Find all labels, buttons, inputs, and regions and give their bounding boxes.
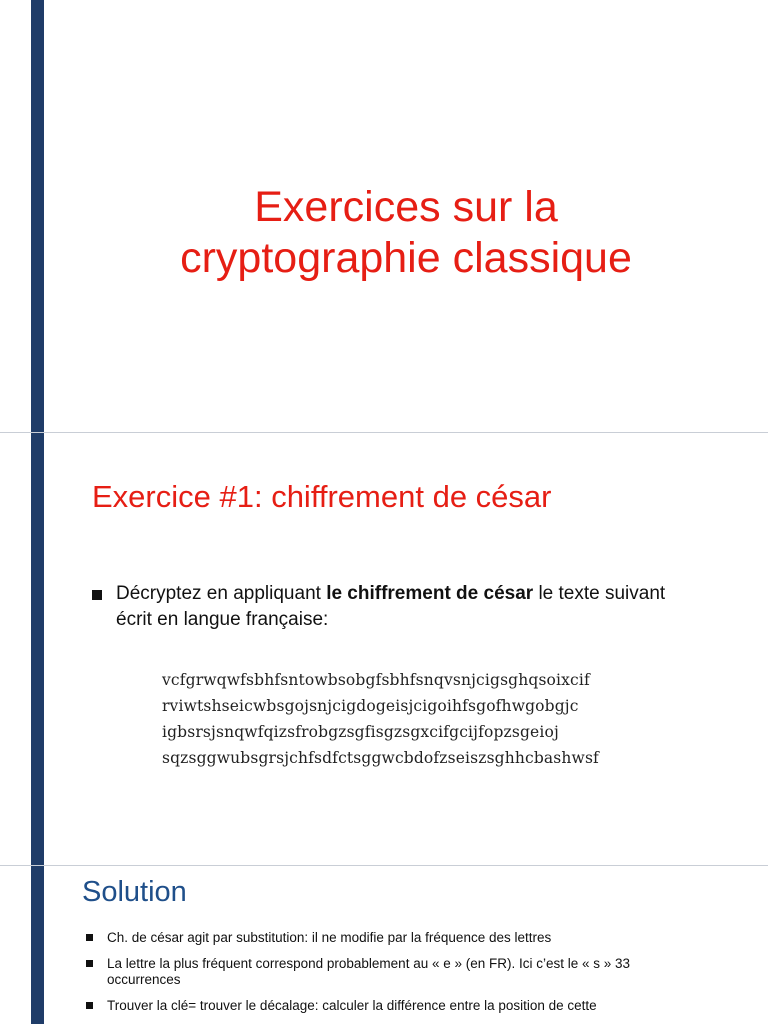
square-bullet-icon bbox=[86, 1002, 93, 1009]
ciphertext-line: igbsrsjsnqwfqizsfrobgzsgfisgzsgxcifgcijfopzsgeioj bbox=[162, 723, 559, 741]
solution-item bbox=[86, 998, 686, 1014]
ciphertext-line: rviwtshseicwbsgojsnjcigdogeisjcigoihfsgofhwgobgjc bbox=[162, 697, 579, 715]
solution-slide bbox=[0, 866, 768, 1024]
instruction-text bbox=[116, 581, 696, 633]
solution-heading: Solution bbox=[82, 876, 187, 908]
solution-item-text: La lettre la plus fréquent correspond probablement au « e » (en FR). Ici c’est le « s » 33 occurrences bbox=[107, 956, 631, 987]
instruction-suffix: le texte suivant écrit en langue française: bbox=[116, 583, 666, 630]
ciphertext-line: vcfgrwqwfsbhfsntowbsobgfsbhfsnqvsnjcigsghqsoixcif bbox=[162, 671, 590, 689]
instruction-bold: le chiffrement de césar bbox=[326, 583, 534, 604]
exercise-heading: Exercice #1: chiffrement de césar bbox=[92, 479, 552, 514]
title-slide bbox=[0, 0, 768, 432]
slide-accent-bar bbox=[31, 0, 44, 432]
square-bullet-icon bbox=[86, 960, 93, 967]
slide-title bbox=[44, 182, 768, 284]
slide-accent-bar bbox=[31, 433, 44, 865]
square-bullet-icon bbox=[92, 590, 102, 600]
solution-item-text: Trouver la clé= trouver le décalage: calculer la différence entre la position de cette bbox=[107, 998, 597, 1013]
ciphertext-block bbox=[162, 667, 599, 771]
slide-title-line-2: cryptographie classique bbox=[180, 234, 632, 282]
slide-title-line-1: Exercices sur la bbox=[254, 183, 558, 231]
solution-item bbox=[86, 930, 686, 946]
instruction-prefix: Décryptez en appliquant bbox=[116, 583, 327, 604]
ciphertext-line: sqzsggwubsgrsjchfsdfctsggwcbdofzseiszsghhcbashwsf bbox=[162, 749, 599, 767]
exercise-slide bbox=[0, 433, 768, 865]
solution-item bbox=[86, 956, 686, 988]
solution-list bbox=[86, 930, 686, 1024]
solution-item-text: Ch. de césar agit par substitution: il ne modifie par la fréquence des lettres bbox=[107, 930, 552, 945]
slide-accent-bar bbox=[31, 866, 44, 1024]
square-bullet-icon bbox=[86, 934, 93, 941]
